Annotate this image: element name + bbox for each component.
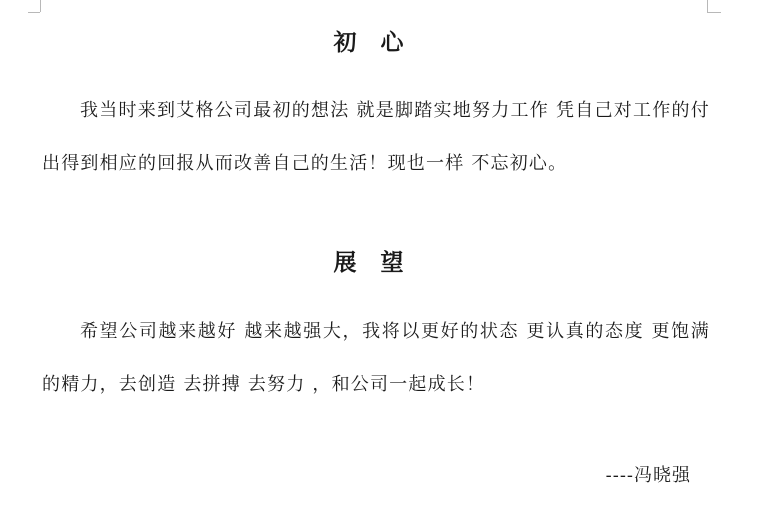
section-body-original-intention: 我当时来到艾格公司最初的想法 就是脚踏实地努力工作 凭自己对工作的付出得到相应的回报从而改善自己的生活！现也一样 不忘初心。 <box>42 100 710 174</box>
page-corner-mark-top-left <box>40 0 41 12</box>
section-body-outlook: 希望公司越来越好 越来越强大，我将以更好的状态 更认真的态度 更饱满的精力，去创造 去拼搏 去努力 ，和公司一起成长！ <box>42 321 710 395</box>
signature: ----冯晓强 <box>605 465 691 486</box>
section-heading-outlook: 展 望 <box>333 250 412 276</box>
page-corner-mark-top-left-horizontal <box>28 12 40 13</box>
page-corner-mark-top-right <box>707 0 708 12</box>
section-heading-original-intention: 初 心 <box>333 30 412 56</box>
page-corner-mark-top-right-horizontal <box>707 12 721 13</box>
